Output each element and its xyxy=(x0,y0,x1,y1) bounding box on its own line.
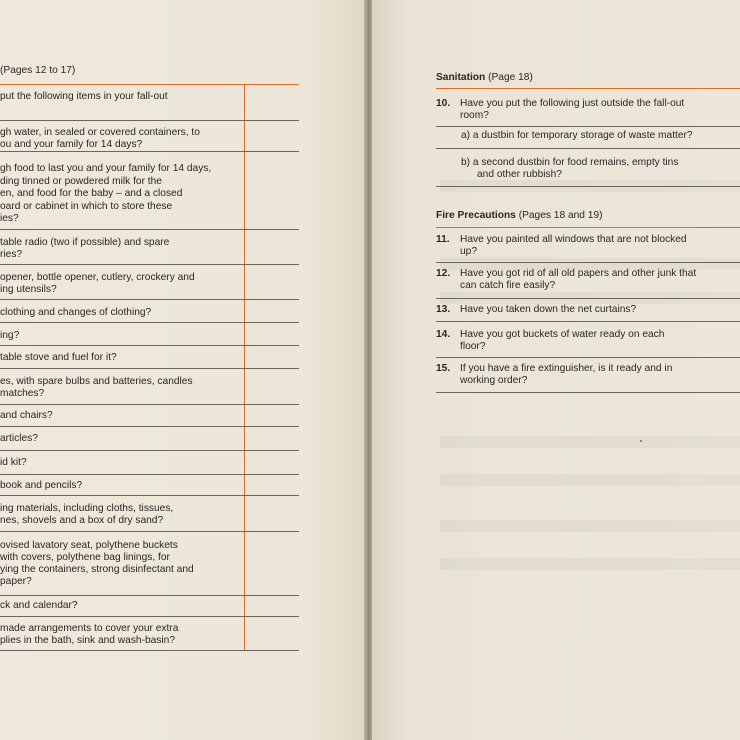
left-section-heading: (Pages 12 to 17) xyxy=(0,65,76,76)
row-divider xyxy=(0,264,299,265)
question-line: oard or cabinet in which to store these xyxy=(0,200,173,212)
question-line: can catch fire easily? xyxy=(460,280,556,291)
row-divider xyxy=(436,392,740,393)
question-line: gh water, in sealed or covered containers, to xyxy=(0,127,200,138)
row-divider xyxy=(0,474,299,475)
question-number: 12. xyxy=(436,268,451,279)
question-line: Have you got rid of all old papers and other junk that xyxy=(460,268,697,279)
sanitation-heading xyxy=(436,72,533,83)
row-divider xyxy=(436,148,740,149)
question-line: Have you painted all windows that are not blocked xyxy=(460,234,687,245)
question-line: up? xyxy=(460,246,477,257)
question-line: ovised lavatory seat, polythene buckets xyxy=(0,540,178,551)
question-line: plies in the bath, sink and wash-basin? xyxy=(0,635,175,646)
question-line: en, and food for the baby – and a closed xyxy=(0,188,183,199)
row-divider xyxy=(0,616,299,617)
question-line: Have you got buckets of water ready on each xyxy=(460,329,665,340)
row-divider xyxy=(0,495,299,496)
left-page xyxy=(0,0,366,740)
question-line: articles? xyxy=(0,433,38,444)
question-number: 14. xyxy=(436,329,451,340)
question-number: 11. xyxy=(436,234,450,245)
row-divider xyxy=(0,345,299,346)
fire-heading-pages: (Pages 18 and 19) xyxy=(518,210,603,221)
sanitation-heading-rule xyxy=(436,88,740,89)
question-line: gh food to last you and your family for 14 days, xyxy=(0,163,212,174)
row-divider xyxy=(436,298,740,299)
question-line: ying the containers, strong disinfectant and xyxy=(0,564,194,575)
row-divider xyxy=(0,120,299,121)
row-divider xyxy=(0,299,299,300)
fire-heading-rule xyxy=(436,227,740,228)
question-line: with covers, polythene bag linings, for xyxy=(0,552,170,563)
row-divider xyxy=(0,368,299,369)
question-line: ies? xyxy=(0,213,19,224)
sanitation-heading-pages: (Page 18) xyxy=(488,72,533,83)
question-line: ing materials, including cloths, tissues, xyxy=(0,503,174,514)
question-line: table radio (two if possible) and spare xyxy=(0,237,170,248)
question-line: es, with spare bulbs and batteries, candles xyxy=(0,376,193,387)
row-divider xyxy=(0,151,299,152)
fire-heading-title: Fire Precautions xyxy=(436,210,516,221)
sanitation-heading-title: Sanitation xyxy=(436,72,486,83)
subitem-line: b) a second dustbin for food remains, empty tins xyxy=(461,157,679,168)
question-line: id kit? xyxy=(0,457,27,468)
question-line: ding tinned or powdered milk for the xyxy=(0,175,162,187)
row-divider xyxy=(0,322,299,323)
question-line: opener, bottle opener, cutlery, crockery and xyxy=(0,272,195,283)
row-divider xyxy=(0,531,299,532)
question-line: ou and your family for 14 days? xyxy=(0,138,143,150)
question-line: paper? xyxy=(0,576,32,587)
question-line: floor? xyxy=(460,341,486,352)
row-divider xyxy=(0,426,299,427)
question-line: and chairs? xyxy=(0,410,53,421)
question-line: made arrangements to cover your extra xyxy=(0,623,179,634)
question-number: 15. xyxy=(436,363,451,374)
question-line: table stove and fuel for it? xyxy=(0,352,117,363)
row-divider xyxy=(436,126,740,127)
question-line: ck and calendar? xyxy=(0,600,78,611)
question-line: Have you put the following just outside the fall-out xyxy=(460,98,685,109)
question-line: put the following items in your fall-out xyxy=(0,91,168,102)
question-line: working order? xyxy=(460,375,528,386)
answer-column-line xyxy=(244,84,245,650)
row-divider xyxy=(436,321,740,322)
question-number: 10. xyxy=(436,98,451,109)
row-divider xyxy=(436,262,740,263)
question-line: clothing and changes of clothing? xyxy=(0,307,152,318)
row-divider xyxy=(436,357,740,358)
row-divider xyxy=(0,650,299,651)
question-line: nes, shovels and a box of dry sand? xyxy=(0,515,164,526)
subitem-line: a) a dustbin for temporary storage of waste matter? xyxy=(461,130,693,141)
row-divider xyxy=(0,229,299,230)
row-divider xyxy=(436,186,740,187)
question-line: room? xyxy=(460,110,489,121)
row-divider xyxy=(0,404,299,405)
subitem-line: and other rubbish? xyxy=(477,169,562,180)
row-divider xyxy=(0,595,299,596)
question-line: Have you taken down the net curtains? xyxy=(460,304,637,315)
fire-precautions-heading xyxy=(436,210,603,221)
question-line: ries? xyxy=(0,249,23,260)
right-page xyxy=(372,0,740,740)
question-line: If you have a fire extinguisher, is it ready and in xyxy=(460,363,673,374)
row-divider xyxy=(0,450,299,451)
left-heading-rule xyxy=(0,84,299,85)
question-line: ing utensils? xyxy=(0,284,57,295)
question-line: ing? xyxy=(0,330,20,341)
question-line: matches? xyxy=(0,388,45,399)
paper-speck xyxy=(640,440,642,442)
question-number: 13. xyxy=(436,304,451,315)
question-line: book and pencils? xyxy=(0,480,83,491)
